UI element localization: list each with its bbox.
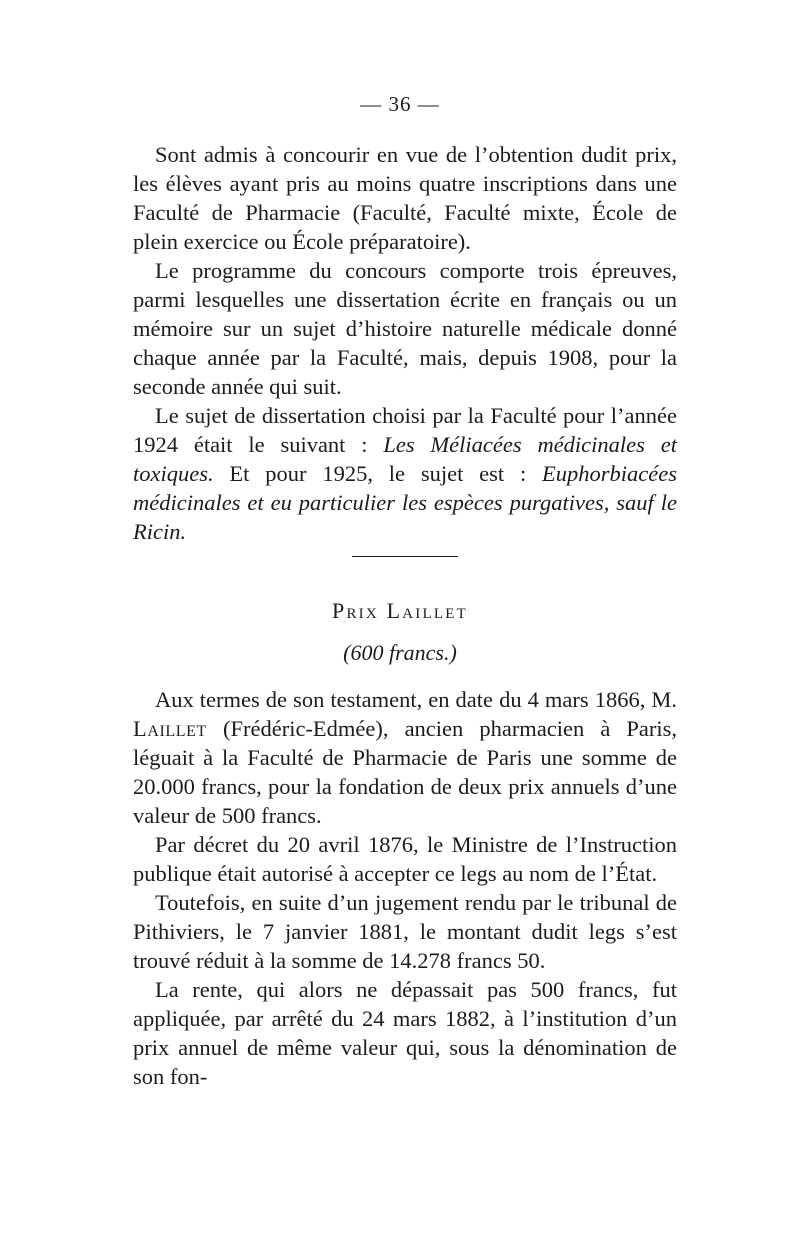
section-laillet-text bbox=[133, 685, 677, 1091]
paragraph-sujets bbox=[133, 401, 677, 546]
paragraph-testament bbox=[133, 685, 677, 830]
section-heading: Prix Laillet bbox=[332, 598, 468, 623]
paragraph-admission: Sont admis à concourir en vue de l’obtention dudit prix, les élèves ayant pris au moins quatre inscriptions dans une Faculté de Pharmacie (Faculté, Faculté mixte, École de plein exercice ou École préparatoire). bbox=[133, 142, 677, 254]
paragraph-decret: Par décret du 20 avril 1876, le Ministre de l’Instruction publique était autorisé à accepter ce legs au nom de l’État. bbox=[133, 832, 677, 886]
section-concours-text bbox=[133, 140, 677, 546]
paragraph-rente: La rente, qui alors ne dépassait pas 500 francs, fut appliquée, par arrêté du 24 mars 1882, à l’institution d’un prix annuel de même valeur qui, sous la dénomination de son fon- bbox=[133, 977, 677, 1089]
testament-end: (Frédéric-Edmée), ancien pharmacien à Paris, léguait à la Faculté de Pharmacie de Paris une somme de 20.000 francs, pour la fondation de deux prix annuels d’une valeur de 500 francs. bbox=[133, 716, 677, 828]
page-number: — 36 — bbox=[360, 92, 440, 116]
testator-name: Laillet bbox=[133, 716, 207, 741]
paragraph-programme: Le programme du concours comporte trois épreuves, parmi lesquelles une dissertation écrite en français ou un mémoire sur un sujet d’histoire naturelle médicale donné chaque année par la Faculté, mais, depuis 1908, pour la seconde année qui suit. bbox=[133, 258, 677, 399]
section-divider bbox=[352, 556, 458, 557]
sujets-intro: Le sujet de dissertation choisi par la Faculté pour l’année 1924 était le suivant : bbox=[133, 403, 677, 457]
paragraph-jugement: Toutefois, en suite d’un jugement rendu par le tribunal de Pithiviers, le 7 janvier 1881, le montant dudit legs s’est trouvé réduit à la somme de 14.278 francs 50. bbox=[133, 890, 677, 973]
sujet-1924-title: Les Méliacées médicinales et toxiques. bbox=[133, 432, 677, 486]
section-subheading: (600 francs.) bbox=[343, 640, 457, 665]
sujets-middle: Et pour 1925, le sujet est : bbox=[213, 461, 543, 486]
testament-start: Aux termes de son testament, en date du 4 mars 1866, M. bbox=[155, 687, 677, 712]
sujet-1925-title: Euphorbiacées médicinales et eu particulier les espèces purgatives, sauf le Ricin. bbox=[133, 461, 677, 544]
